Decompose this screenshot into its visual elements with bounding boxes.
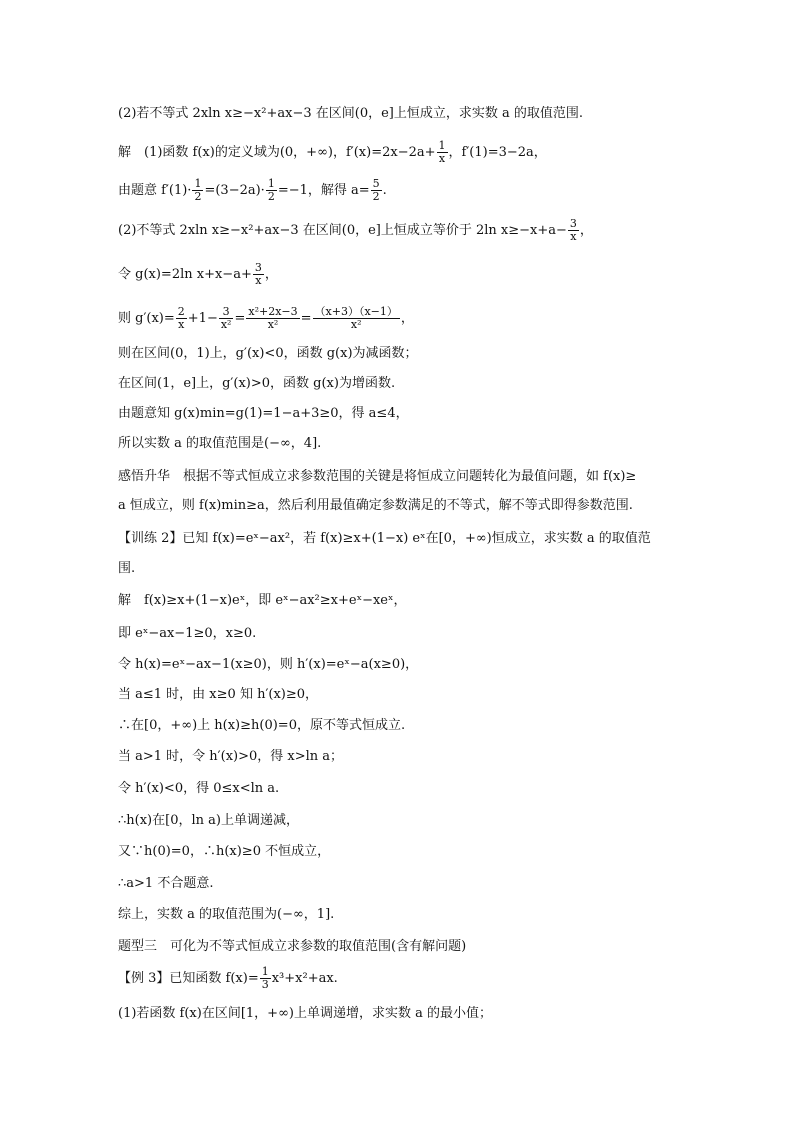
insight-line-1: 感悟升华 根据不等式恒成立求参数范围的关键是将恒成立问题转化为最值问题，如 f(x)≥ xyxy=(118,469,637,484)
problem-part-2: (2)若不等式 2xln x≥−x²+ax−3 在区间(0，e]上恒成立，求实数 a 的取值范围. xyxy=(118,106,583,121)
fraction-2-over-x: $\frac{2}{x}$ xyxy=(177,305,185,331)
fraction-1-over-x: $\frac{1}{x}$ xyxy=(438,139,446,165)
exercise-solution-6: 当 a>1 时，令 h′(x)>0，得 x>ln a； xyxy=(118,749,344,764)
exercise-solution-2: 即 eˣ−ax−1≥0，x≥0. xyxy=(118,626,257,641)
insight-line-2: a 恒成立，则 f(x)min≥a，然后利用最值确定参数满足的不等式，解不等式即得参数范围. xyxy=(118,498,633,513)
fraction-quadratic: $\frac{\text{x²+2x−3}}{\text{x²}}$ xyxy=(248,305,298,331)
solution-line-5: 则 g′(x)= $\frac{2}{x}$ +1− $\frac{3}{\text{x²}}$ = $\frac{\text{x²+2x−3}}{\text{x²}}$ = $\frac{(x+3)(x-1)}{\text{x²}}$ ， xyxy=(118,305,414,331)
exercise-solution-7: 令 h′(x)<0，得 0≤x<ln a. xyxy=(118,781,280,796)
exercise-solution-8: ∴h(x)在[0，ln a)上单调递减， xyxy=(118,813,299,828)
solution-line-7: 在区间(1，e]上，g′(x)>0，函数 g(x)为增函数. xyxy=(118,376,396,391)
solution-line-4: 令 g(x)=2ln x+x−a+ $\frac{3}{x}$ ， xyxy=(118,261,278,287)
solution-line-9: 所以实数 a 的取值范围是(−∞，4]. xyxy=(118,436,322,451)
fraction-five-halves: $\frac{5}{2}$ xyxy=(372,177,380,203)
example-3-part-1: (1)若函数 f(x)在区间[1，+∞)上单调递增，求实数 a 的最小值； xyxy=(118,1006,492,1021)
fraction-factored: $\frac{(x+3)(x-1)}{\text{x²}}$ xyxy=(314,305,398,331)
exercise-solution-5: ∴在[0，+∞)上 h(x)≥h(0)=0，原不等式恒成立. xyxy=(118,718,406,733)
solution-line-6: 则在区间(0，1)上，g′(x)<0，函数 g(x)为减函数； xyxy=(118,346,418,361)
solution-line-2: 由题意 f′(1)· $\frac{1}{2}$ =(3−2a)· $\frac{1}{2}$ =−1，解得 a= $\frac{5}{2}$ . xyxy=(118,177,387,203)
fraction-half: $\frac{1}{2}$ xyxy=(194,177,202,203)
exercise-solution-1: 解 f(x)≥x+(1−x)eˣ，即 eˣ−ax²≥x+eˣ−xeˣ， xyxy=(118,593,407,608)
exercise-2-line-2: 围. xyxy=(118,561,136,576)
example-3-statement: 【例 3】已知函数 f(x)= $\frac{1}{3}$ x³+x²+ax. xyxy=(118,965,338,991)
exercise-solution-3: 令 h(x)=eˣ−ax−1(x≥0)，则 h′(x)=eˣ−a(x≥0)， xyxy=(118,657,419,672)
exercise-solution-10: ∴a>1 不合题意. xyxy=(118,876,214,891)
exercise-solution-4: 当 a≤1 时，由 x≥0 知 h′(x)≥0， xyxy=(118,687,319,702)
solution-line-8: 由题意知 g(x)min=g(1)=1−a+3≥0，得 a≤4， xyxy=(118,406,409,421)
exercise-solution-9: 又∵h(0)=0，∴h(x)≥0 不恒成立， xyxy=(118,844,331,859)
section-heading-type-3: 题型三 可化为不等式恒成立求参数的取值范围(含有解问题) xyxy=(118,939,467,954)
solution-line-1: 解 (1)函数 f(x)的定义域为(0，+∞)，f′(x)=2x−2a+ $\frac{1}{x}$ ，f′(1)=3−2a， xyxy=(118,139,547,165)
exercise-solution-11: 综上，实数 a 的取值范围为(−∞，1]. xyxy=(118,907,335,922)
fraction-3-over-x: $\frac{3}{x}$ xyxy=(254,261,262,287)
fraction-half: $\frac{1}{2}$ xyxy=(267,177,275,203)
fraction-3-over-x2: $\frac{3}{\text{x²}}$ xyxy=(220,305,232,331)
fraction-3-over-x: $\frac{3}{x}$ xyxy=(569,217,577,243)
exercise-2-line-1: 【训练 2】已知 f(x)=eˣ−ax²，若 f(x)≥x+(1−x) eˣ在[0，+∞)恒成立，求实数 a 的取值范 xyxy=(118,531,651,546)
solution-line-3: (2)不等式 2xln x≥−x²+ax−3 在区间(0，e]上恒成立等价于 2ln x≥−x+a− $\frac{3}{x}$ ， xyxy=(118,217,593,243)
fraction-one-third: $\frac{1}{3}$ xyxy=(261,965,269,991)
